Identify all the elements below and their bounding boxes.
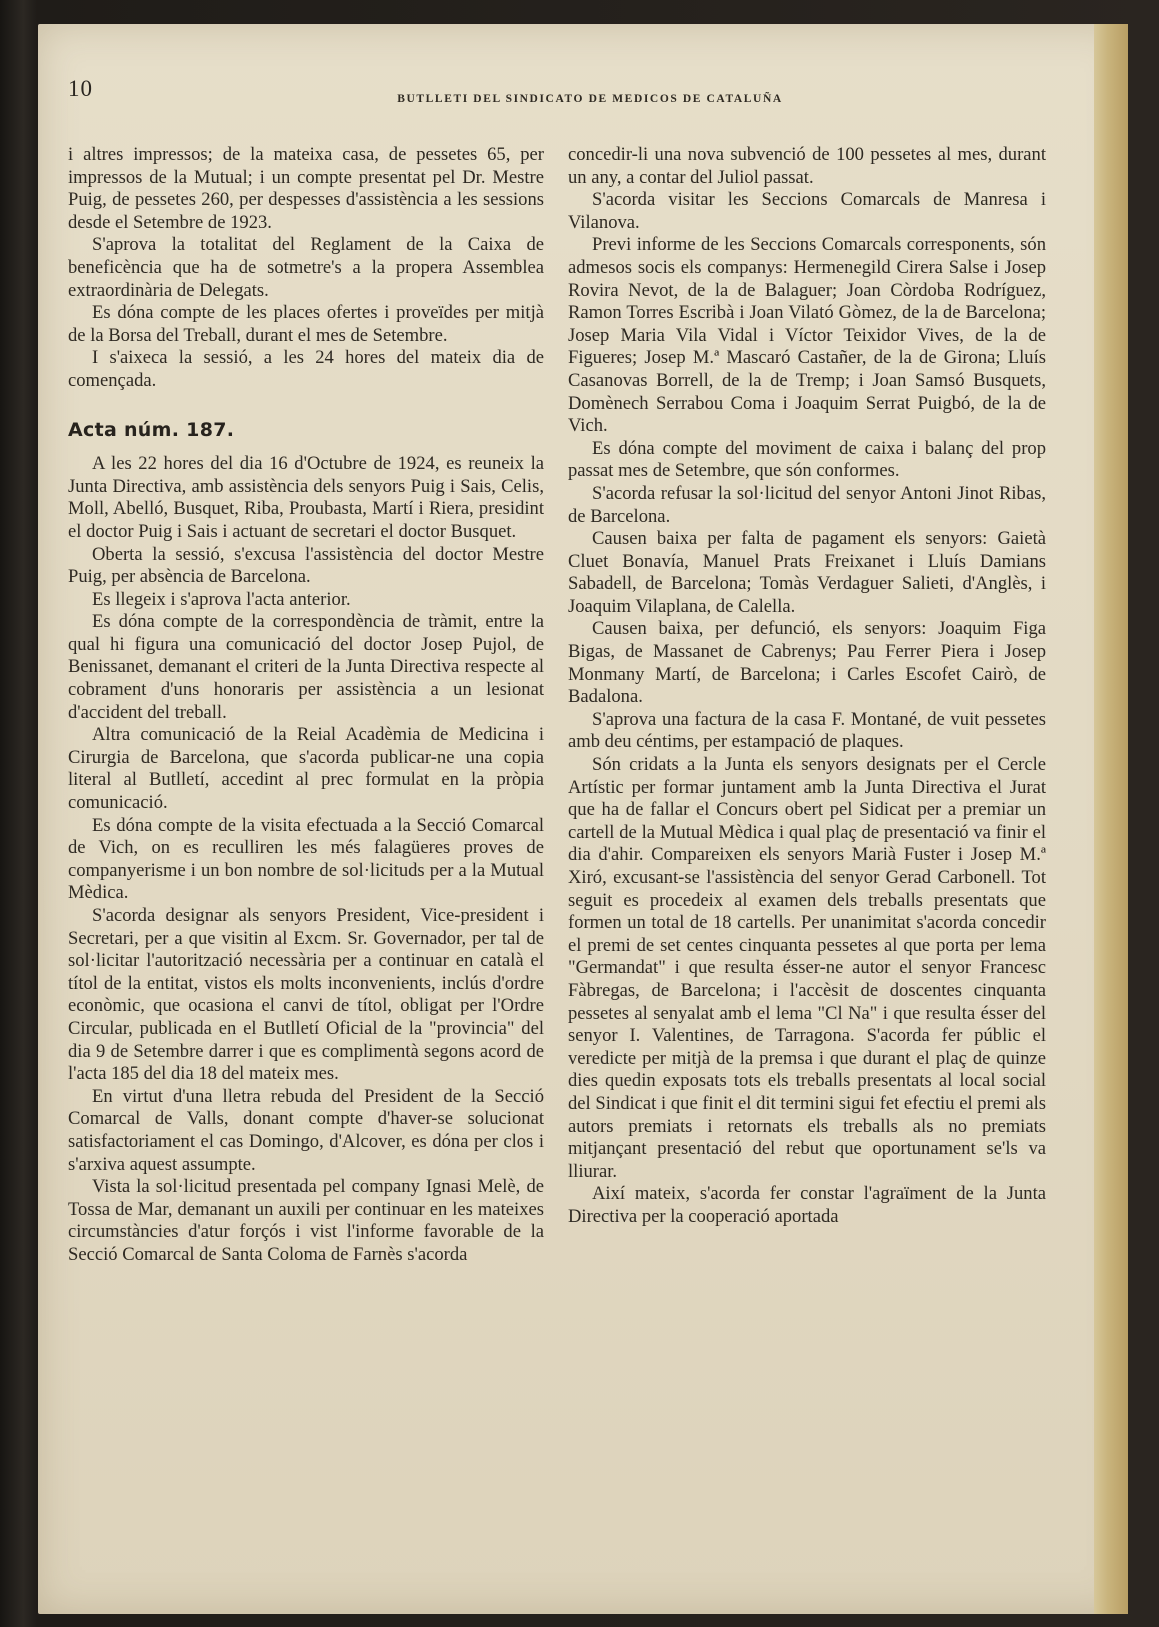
paragraph: S'acorda visitar les Seccions Comarcals de Manresa i Vilanova. (568, 189, 1046, 233)
paragraph: Oberta la sessió, s'excusa l'assistència del doctor Mestre Puig, per absència de Barcelona. (68, 543, 544, 588)
paragraph: Causen baixa per falta de pagament els senyors: Gaietà Cluet Bonavía, Manuel Prats Freixanet i Lluís Damians Sabadell, de Barcelona; Tomàs Verdaguer Salieti, d'Anglès, i Joaquim Vilaplana, de Calella. (568, 528, 1046, 617)
paragraph: S'acorda designar als senyors President, Vice-president i Secretari, per a que visitin al Excm. Sr. Governador, per tal de sol·licitar l'autorització necessària per a continuar en català el títol de la entitat, vistos els molts inconvenients, inclús d'ordre econòmic, que ocasiona el canvi de títol, obligat per l'Ordre Circular, publicada en el Butlletí Oficial de la "provincia" del dia 9 de Setembre darrer i que es complimentà segons acord de l'acta 185 del dia 18 del mateix mes. (68, 905, 544, 1085)
section-heading: Acta núm. 187. (68, 418, 235, 441)
paragraph: S'aprova la totalitat del Reglament de la Caixa de beneficència que ha de sotmetre's a la propera Assemblea extraordinària de Delegats. (68, 234, 544, 301)
paragraph: Es dóna compte de la correspondència de tràmit, entre la qual hi figura una comunicació del doctor Josep Pujol, de Benissanet, demanant el criteri de la Junta Directiva respecte al cobrament d'uns honoraris per assistència a un lesionat d'accident del treball. (68, 611, 544, 723)
page-number: 10 (68, 76, 93, 101)
paragraph: S'acorda refusar la sol·licitud del senyor Antoni Jinot Ribas, de Barcelona. (568, 482, 1046, 527)
paragraph: Causen baixa, per defunció, els senyors: Joaquim Figa Bigas, de Massanet de Cabrenys; Pau Ferrer Piera i Josep Monmany Martí, de Barcelona; i Carles Escofet Cairò, de Badalona. (568, 618, 1046, 708)
running-header-title: BUTLLETI DEL SINDICATO DE MEDICOS DE CATALUÑA (397, 93, 783, 105)
book-spine-edge (1094, 24, 1128, 1614)
paragraph: i altres impressos; de la mateixa casa, de pessetes 65, per impressos de la Mutual; i un compte presentat pel Dr. Mestre Puig, de pessetes 260, per despesses d'assistència a les sessions desde el Setembre de 1923. (68, 144, 544, 233)
right-column (568, 144, 1046, 1229)
paragraph: Previ informe de les Seccions Comarcals corresponents, són admesos socis els companys: Hermenegild Cirera Salse i Josep Rovira Nevot, de la de Balaguer; Joan Còrdoba Rodríguez, Ramon Torres Escribà i Joan Vilató Gòmez, de la de Barcelona; Josep Maria Vila Vidal i Víctor Teixidor Vives, de la de Figueres; Josep M.ª Mascaró Castañer, de la de Girona; Lluís Casanovas Borrell, de la de Tremp; i Joan Samsó Busquets, Domènech Serrabou Coma i Joaquim Serrat Puigbó, de la de Vich. (568, 234, 1046, 437)
paragraph: En virtut d'una lletra rebuda del President de la Secció Comarcal de Valls, donant compte d'haver-se solucionat satisfactoriament el cas Domingo, d'Alcover, es dóna per clos i s'arxiva aquest assumpte. (68, 1085, 544, 1175)
paragraph: A les 22 hores del dia 16 d'Octubre de 1924, es reuneix la Junta Directiva, amb assistència dels senyors Puig i Sais, Celis, Moll, Abelló, Busquet, Riba, Proubasta, Martí i Riera, presidint el doctor Puig i Sais i actuant de secretari el doctor Busquet. (68, 453, 544, 542)
left-column (68, 144, 544, 1267)
paragraph: Vista la sol·licitud presentada pel company Ignasi Melè, de Tossa de Mar, demanant un auxili per continuar en les mateixes circumstàncies d'atur forçós i vist l'informe favorable de la Secció Comarcal de Santa Coloma de Farnès s'acorda (68, 1176, 544, 1265)
paragraph-continuation: concedir-li una nova subvenció de 100 pessetes al mes, durant un any, a contar del Juliol passat. (568, 144, 1046, 188)
paragraph: S'aprova una factura de la casa F. Montané, de vuit pessetes amb deu céntims, per estampació de plaques. (568, 708, 1046, 753)
paragraph: I s'aixeca la sessió, a les 24 hores del mateix dia de començada. (68, 347, 544, 391)
paragraph: Es llegeix i s'aprova l'acta anterior. (92, 588, 351, 610)
paragraph: Es dóna compte del moviment de caixa i balanç del prop passat mes de Setembre, que són conformes. (568, 437, 1046, 482)
paragraph: Es dóna compte de les places ofertes i proveïdes per mitjà de la Borsa del Treball, durant el mes de Setembre. (68, 302, 544, 346)
paragraph: Són cridats a la Junta els senyors designats per el Cercle Artístic per formar juntament amb la Junta Directiva el Jurat que ha de fallar el Concurs obert pel Sidicat per a premiar un cartell de la Mutual Mèdica i qual plaç de presentació va finir el dia d'ahir. Compareixen els senyors Marià Fuster i Josep M.ª Xiró, excusant-se l'assistència del senyor Gerad Carbonell. Tot seguit es procedeix al examen dels treballs presentats que formen un total de 18 cartells. Per unanimitat s'acorda concedir el premi de set centes cinquanta pessetes al que porta per lema "Germandat" i que resulta ésser-ne autor el senyor Francesc Fàbregas, de Barcelona; i l'accèsit de doscentes cinquanta pessetes al senyalat amb el lema "Cl Na" i que resulta ésser del senyor I. Valentines, de Tarragona. S'acorda fer públic el veredicte per mitjà de la premsa i que durant el plaç de quinze dies quedin exposats tots els treballs presentats al local social del Sindicat i que finit el dit termini sigui fet efectiu el premi als autors premiats i retornats els treballs als no premiats mitjançant presentació del rebut que oportunament se'ls va lliurar. (568, 754, 1046, 1182)
paragraph: Altra comunicació de la Reial Acadèmia de Medicina i Cirurgia de Barcelona, que s'acorda publicar-ne una copia literal al Butlletí, accedint al prec formulat en la pròpia comunicació. (68, 724, 544, 814)
paragraph: Així mateix, s'acorda fer constar l'agraïment de la Junta Directiva per la cooperació aportada (568, 1183, 1046, 1227)
paragraph: Es dóna compte de la visita efectuada a la Secció Comarcal de Vich, on es reculliren les més falagüeres proves de companyerisme i un bon nombre de sol·licituds per a la Mutual Mèdica. (68, 814, 544, 904)
